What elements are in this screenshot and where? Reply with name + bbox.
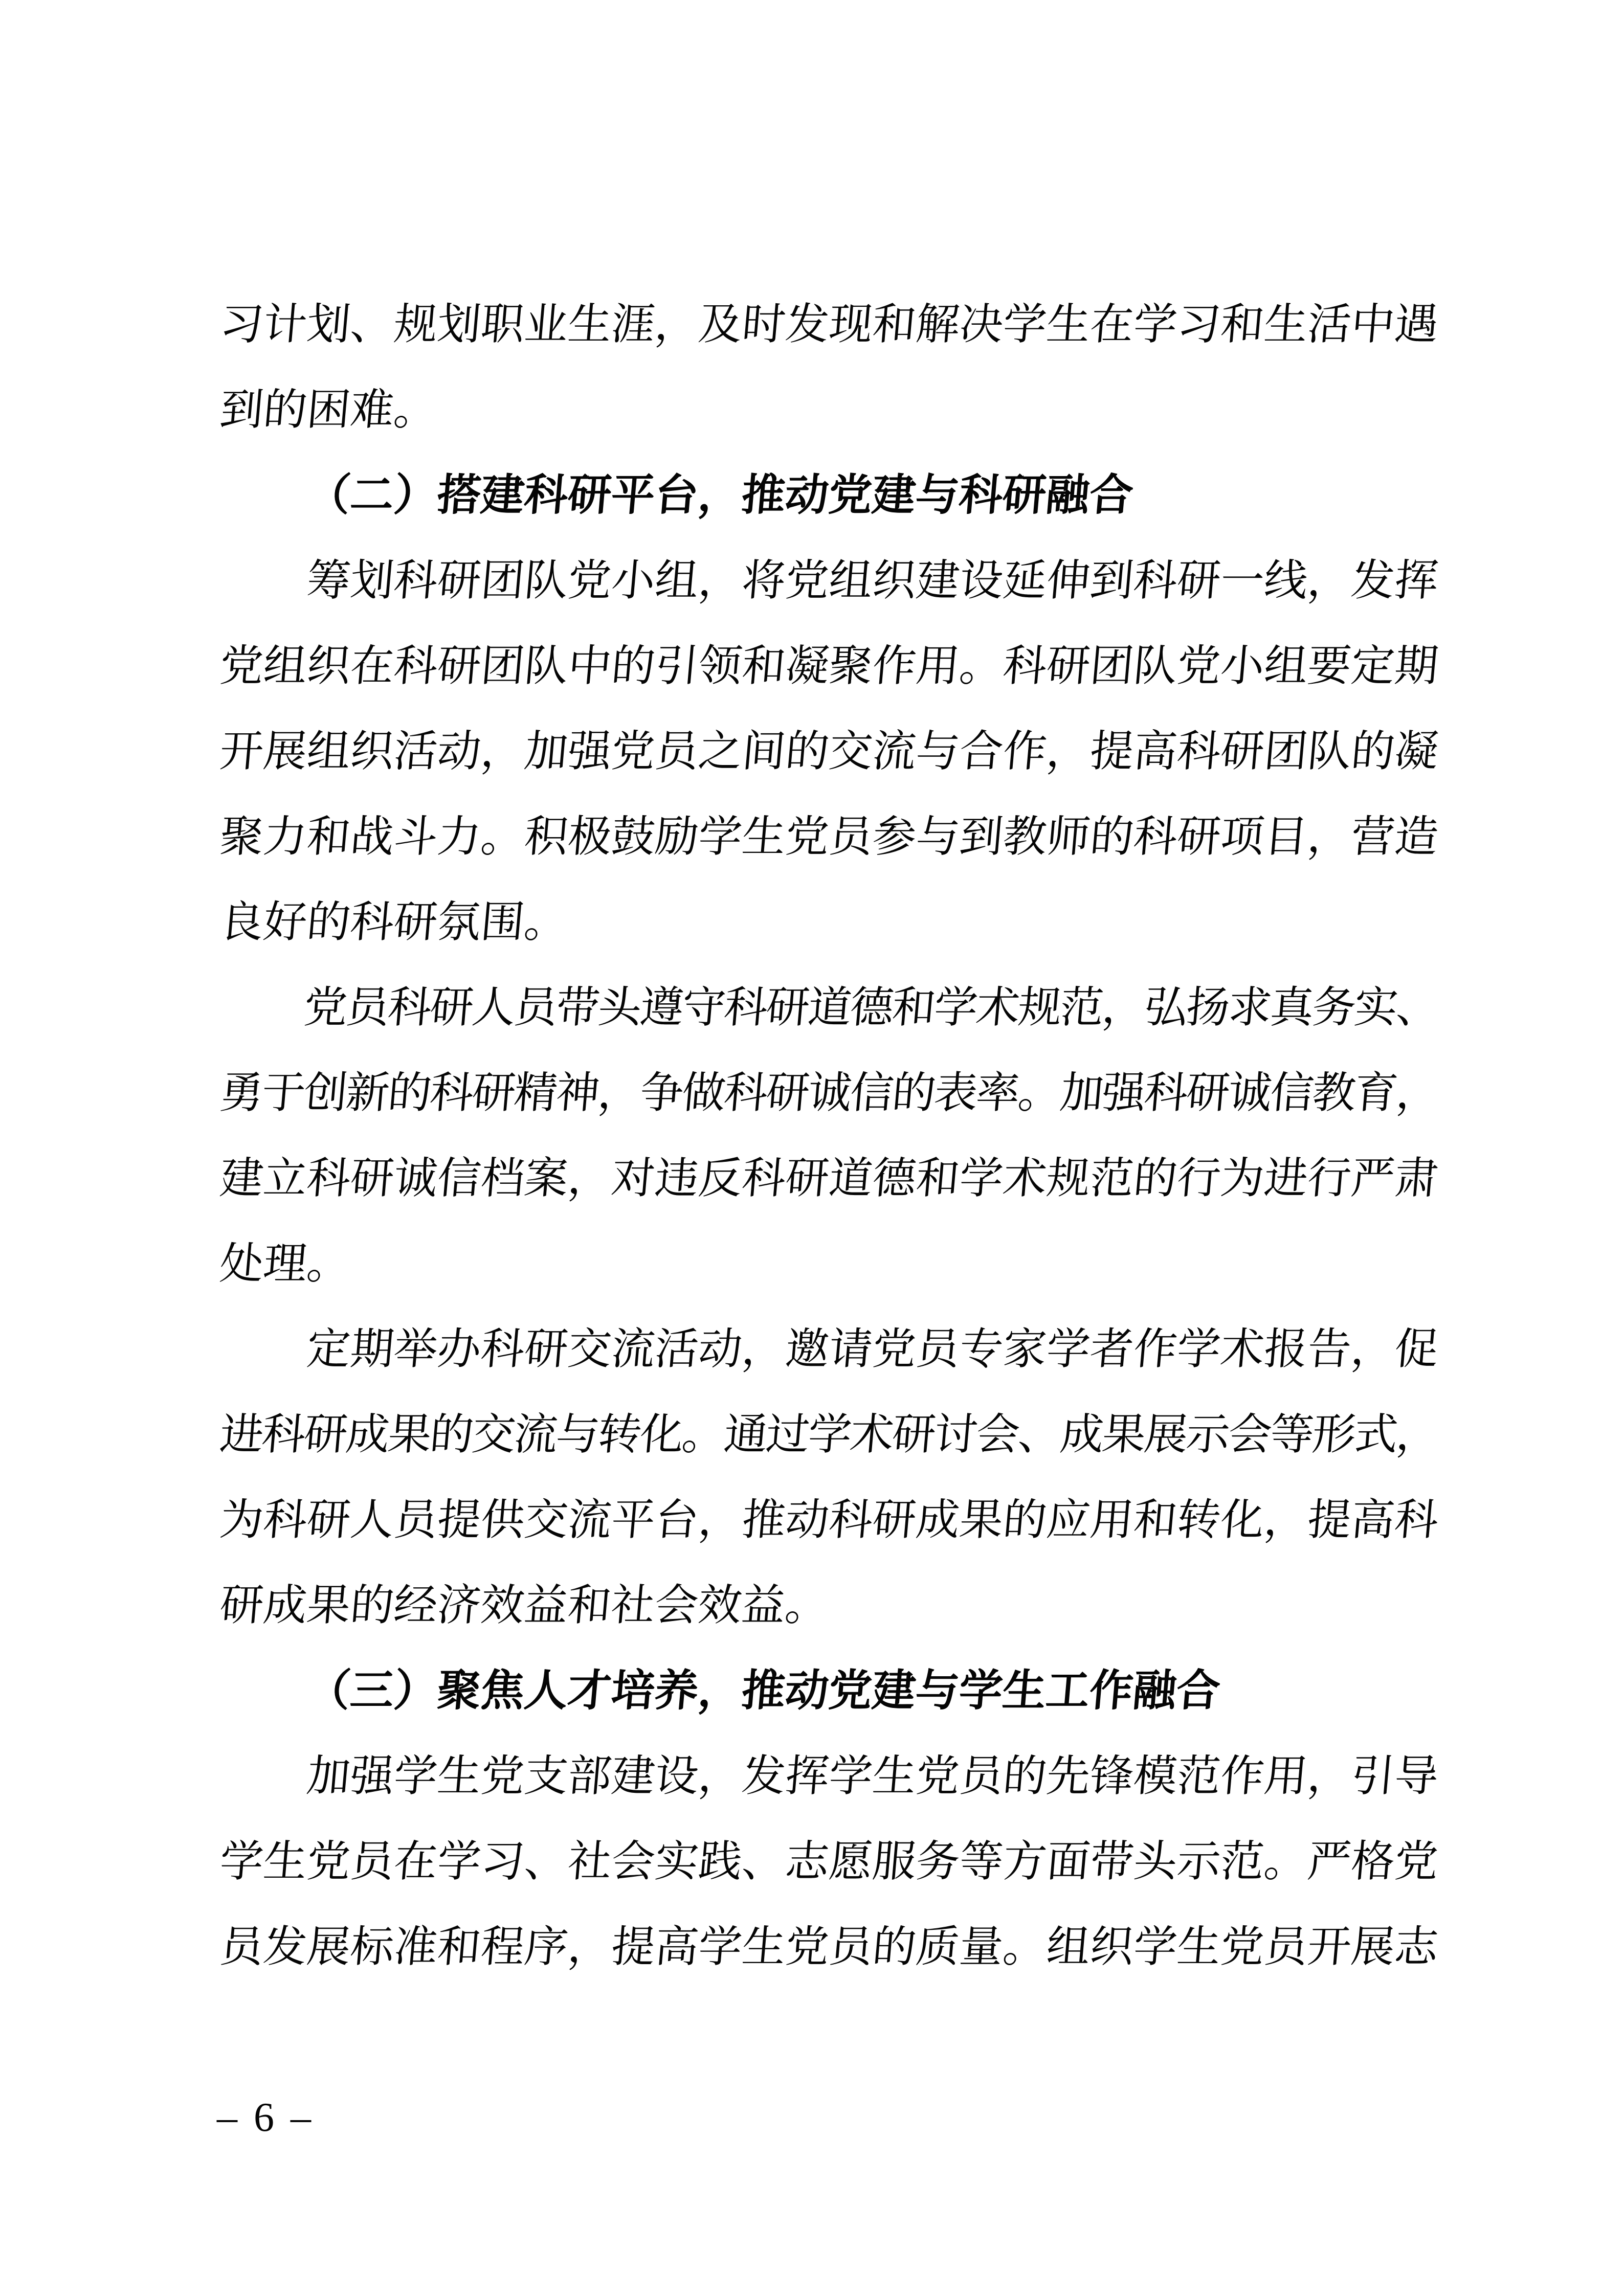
document-body xyxy=(217,282,1442,1990)
text-line: 研成果的经济效益和社会效益。 xyxy=(217,1582,831,1630)
text-line: 学 生 党 员 在 学 习 、 社 会 实 践 、 志 愿 服 务 等 方 面 带 头 示 范 。 严 格 党 xyxy=(217,1838,1440,1886)
text-line: 定 期 举 办 科 研 交 流 活 动 ， 邀 请 党 员 专 家 学 者 作 学 术 报 告 ， 促 xyxy=(216,1307,1442,1392)
text-line: 党 组 织 在 科 研 团 队 中 的 引 领 和 凝 聚 作 用 。 科 研 团 队 党 小 组 要 定 期 xyxy=(217,642,1440,690)
text-line: 建 立 科 研 诚 信 档 案 ， 对 违 反 科 研 道 德 和 学 术 规 范 的 行 为 进 行 严 肃 xyxy=(217,1155,1440,1203)
text-line: 勇 于 创 新 的 科 研 精 神 ， 争 做 科 研 诚 信 的 表 率 。 加 强 科 研 诚 信 教 育 ， xyxy=(217,1069,1442,1117)
paragraph-indent xyxy=(224,1307,310,1308)
text-line: 员 发 展 标 准 和 程 序 ， 提 高 学 生 党 员 的 质 量 。 组 织 学 生 党 员 开 展 志 xyxy=(217,1923,1440,1971)
text-line: 到的困难。 xyxy=(217,386,440,434)
text-line: 进 科 研 成 果 的 交 流 与 转 化 。 通 过 学 术 研 讨 会 、 成 果 展 示 会 等 形 式 ， xyxy=(217,1411,1442,1459)
page-number: – 6 – xyxy=(217,2095,314,2140)
text-line: 筹 划 科 研 团 队 党 小 组 ， 将 党 组 织 建 设 延 伸 到 科 研 一 线 ， 发 挥 xyxy=(216,538,1442,624)
text-line: 良好的科研氛围。 xyxy=(217,898,570,947)
section-heading-line: （三）聚焦人才培养，推动党建与学生工作融合 xyxy=(304,1667,1222,1715)
paragraph-indent xyxy=(224,1734,310,1735)
text-line: 处理。 xyxy=(217,1240,353,1288)
text-line: 习 计 划 、 规 划 职 业 生 涯 ， 及 时 发 现 和 解 决 学 生 在 学 习 和 生 活 中 遇 xyxy=(217,301,1440,349)
text-line: 聚 力 和 战 斗 力 。 积 极 鼓 励 学 生 党 员 参 与 到 教 师 的 科 研 项 目 ， 营 造 xyxy=(217,813,1440,861)
text-line: 开 展 组 织 活 动 ， 加 强 党 员 之 间 的 交 流 与 合 作 ， 提 高 科 研 团 队 的 凝 xyxy=(217,728,1440,776)
paragraph-indent xyxy=(224,538,310,539)
section-heading-line: （二）搭建科研平台，推动党建与科研融合 xyxy=(304,471,1136,520)
text-line: 党 员 科 研 人 员 带 头 遵 守 科 研 道 德 和 学 术 规 范 ， 弘 扬 求 真 务 实 、 xyxy=(216,965,1442,1051)
paragraph-indent xyxy=(224,965,307,966)
text-line: 为 科 研 人 员 提 供 交 流 平 台 ， 推 动 科 研 成 果 的 应 用 和 转 化 ， 提 高 科 xyxy=(217,1496,1440,1544)
text-line: 加 强 学 生 党 支 部 建 设 ， 发 挥 学 生 党 员 的 先 锋 模 范 作 用 ， 引 导 xyxy=(216,1734,1442,1819)
